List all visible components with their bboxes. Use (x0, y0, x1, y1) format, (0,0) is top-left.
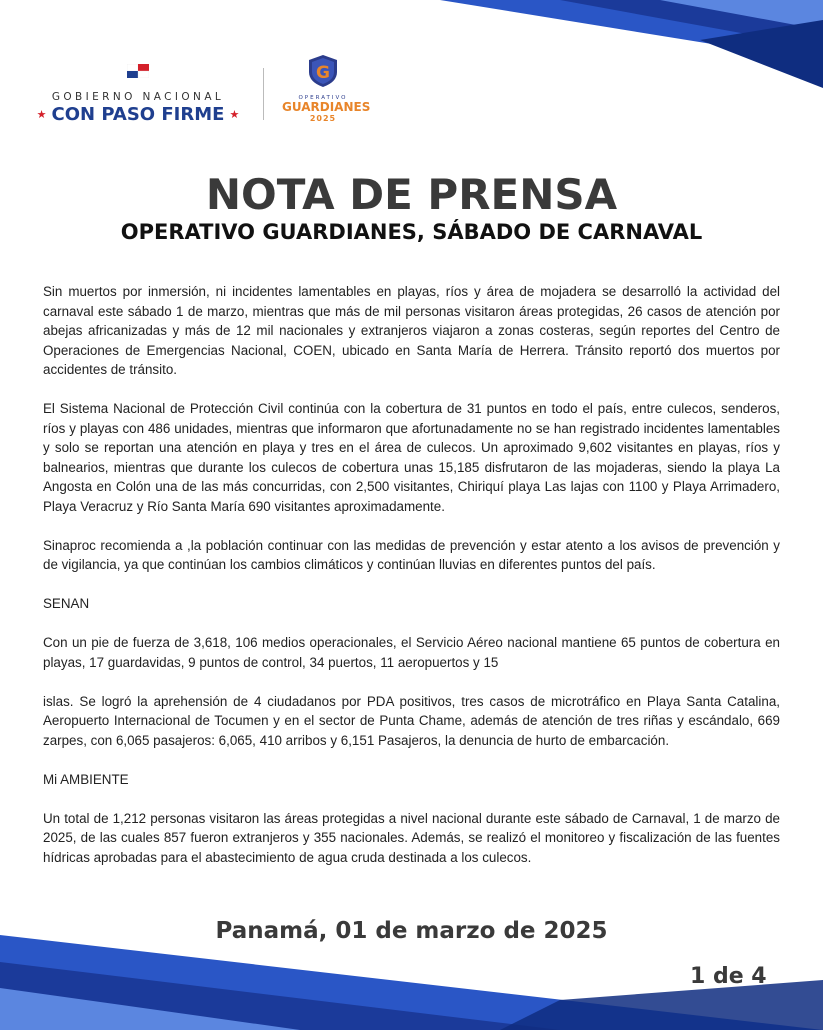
paragraph-senan-forces: Con un pie de fuerza de 3,618, 106 medios operacionales, el Servicio Aéreo nacional mantiene 65 puntos de cobertura en playas, 17 guardavidas, 9 puntos de control, 34 puertos, 11 aeropuertos y 15 (43, 635, 780, 670)
star-icon: ★ (36, 108, 47, 121)
section-heading-miambiente: Mi AMBIENTE (43, 771, 129, 787)
paragraph-senan-results: islas. Se logró la aprehensión de 4 ciudadanos por PDA positivos, tres casos de microtráfico en Playa Santa Catalina, Aeropuerto Internacional de Tocumen y en el sector de Punta Chame, además de atención de tres riñas y escándalo, 669 zarpes, con 6,065 pasajeros: 6,065, 410 arribos y 6,151 Pasajeros, la denuncia de hurto de embarcación. (43, 693, 780, 748)
svg-text:G: G (316, 63, 330, 83)
gobierno-nacional-logo (28, 64, 248, 125)
footer-date: Panamá, 01 de marzo de 2025 (215, 918, 608, 944)
star-icon: ★ (229, 108, 240, 121)
gov-line2: CON PASO FIRME (51, 104, 225, 125)
page-subtitle: OPERATIVO GUARDIANES, SÁBADO DE CARNAVAL (120, 220, 703, 244)
guardianes-small-label: OPERATIVO (298, 95, 348, 101)
paragraph-intro: Sin muertos por inmersión, ni incidentes lamentables en playas, ríos y área de mojadera se desarrolló la actividad del carnaval este sábado 1 de marzo, mientras que más de mil personas visitaron áreas protegidas, 26 casos de atención por abejas africanizadas y más de 12 mil nacionales y extranjeros viajaron a zonas costeras, según reportes del Centro de Operaciones de Emergencias Nacional, COEN, ubicado en Santa María de Herrera. Tránsito reportó dos muertos por accidentes de tránsito. (43, 284, 780, 377)
guardianes-logo (282, 54, 371, 123)
press-release-body (43, 282, 780, 887)
logo-divider (263, 68, 264, 120)
page-number: 1 de 4 (690, 964, 767, 989)
gov-line1: GOBIERNO NACIONAL (51, 91, 225, 103)
guardianes-year: 2025 (309, 114, 337, 123)
page-title: NOTA DE PRENSA (205, 170, 618, 219)
guardianes-shield-icon (307, 54, 339, 88)
gov-line2-wrapper (28, 104, 248, 125)
paragraph-miambiente: Un total de 1,212 personas visitaron las áreas protegidas a nivel nacional durante este sábado de Carnaval, 1 de marzo de 2025, de las cuales 857 fueron extranjeros y 355 nacionales. Además, se realizó el monitoreo y fiscalización de las fuentes hídricas aprobadas para el abastecimiento de agua cruda destinada a los culecos. (43, 810, 780, 865)
paragraph-sinaproc-recommendation: Sinaproc recomienda a ,la población continuar con las medidas de prevención y estar atento a los avisos de prevención y de vigilancia, ya que continúan los cambios climáticos y continúan lluvias en diferentes puntos del país. (43, 537, 780, 572)
panama-flag-icon (127, 64, 149, 78)
guardianes-name: GUARDIANES (282, 100, 371, 114)
section-heading-senan: SENAN (43, 596, 90, 611)
paragraph-sinaproc-coverage: El Sistema Nacional de Protección Civil continúa con la cobertura de 31 puntos en todo el país, entre culecos, senderos, ríos y playas con 486 unidades, mientras que informaron que afortunadamente no se han registrado incidentes lamentables y solo se reportan una atención en playa y tres en el área de culecos. Un aproximado 9,602 visitantes en playas, ríos y balnearios, mientras que durante los culecos de cobertura unas 15,185 disfrutaron de las mojaderas, siendo la playa La Angosta en Colón una de las más concurridas, con 2,500 visitantes, Chiriquí playa Las lajas con 1100 y Playa Arrimadero, Playa Veracruz y Río Santa María 690 visitantes aproximadamente. (43, 401, 780, 514)
